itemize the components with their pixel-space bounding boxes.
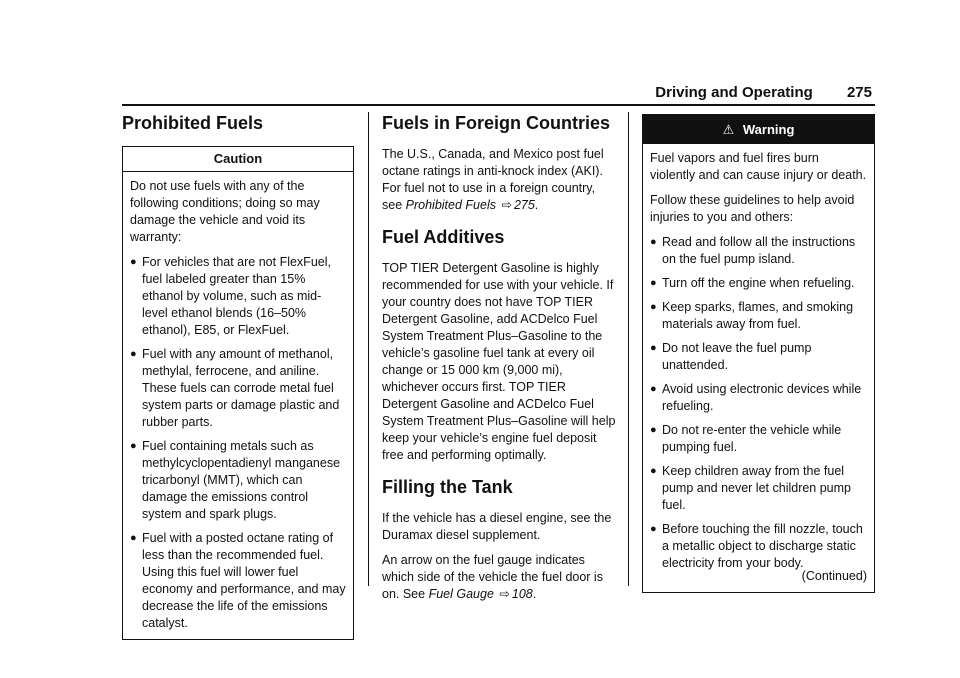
fuel-additives-text: TOP TIER Detergent Gasoline is highly recommended for use with your vehicle. If your country does not have TOP TIER Detergent Gasoline, add ACDelco Fuel System Treatment Plus–Gasoline to the vehicle’s gasoline fuel tank at every oil change or 15 000 km (9,000 mi), whichever occurs first. TOP TIER Detergent Gasoline and ACDelco Fuel System Treatment Plus–Gasoline will help keep your vehicle’s engine fuel deposit free and performing optimally.: [382, 261, 616, 462]
bullet-icon: ●: [650, 236, 657, 248]
warning-title-bar: [643, 115, 874, 144]
continued-label: (Continued): [801, 569, 867, 583]
list-item: ● Do not re-enter the vehicle while pumping fuel.: [650, 423, 842, 454]
list-item: ● Turn off the engine when refueling.: [650, 276, 855, 290]
caution-title: Caution: [123, 147, 353, 172]
caution-list: [130, 254, 346, 632]
bullet-icon: ●: [650, 523, 657, 535]
bullet-icon: ●: [130, 440, 137, 452]
page-number: 275: [846, 84, 872, 101]
filling-tank-text-1: If the vehicle has a diesel engine, see the Duramax diesel supplement.: [382, 511, 612, 542]
bullet-icon: ●: [130, 348, 137, 360]
warning-icon: ⚠: [722, 122, 735, 137]
column-right: [642, 114, 875, 593]
caution-intro: Do not use fuels with any of the following conditions; doing so may damage the vehicle and void its warranty:: [130, 179, 320, 244]
list-item: ● Fuel with any amount of methanol, methylal, ferrocene, and aniline. These fuels can corrode metal fuel system parts or damage plastic and rubber parts.: [130, 347, 340, 429]
column-divider-2: [628, 112, 629, 586]
warning-text-2: Follow these guidelines to help avoid injuries to you and others:: [650, 193, 855, 224]
list-item: ● Keep children away from the fuel pump and never let children pump fuel.: [650, 464, 852, 512]
list-item: ● Do not leave the fuel pump unattended.: [650, 341, 812, 372]
list-item: ● Read and follow all the instructions on the fuel pump island.: [650, 235, 856, 266]
list-item: ● Avoid using electronic devices while refueling.: [650, 382, 862, 413]
bullet-icon: ●: [650, 342, 657, 354]
foreign-countries-heading: Fuels in Foreign Countries: [382, 113, 611, 133]
column-divider-1: [368, 112, 369, 586]
foreign-countries-text: The U.S., Canada, and Mexico post fuel octane ratings in anti-knock index (AKI). For fuel not to use in a foreign country, see Prohibited Fuels ⇨ 275.: [382, 147, 604, 212]
bullet-icon: ●: [650, 277, 657, 289]
list-item: ● For vehicles that are not FlexFuel, fuel labeled greater than 15% ethanol by volume, such as mid-level ethanol blends (16–50% ethanol), E85, or FlexFuel.: [130, 255, 331, 337]
filling-tank-text-2: An arrow on the fuel gauge indicates which side of the vehicle the fuel door is on. See Fuel Gauge ⇨ 108.: [382, 553, 603, 601]
warning-box: [642, 114, 875, 593]
prohibited-fuels-link[interactable]: Prohibited Fuels: [405, 198, 496, 212]
column-middle: [382, 112, 618, 611]
bullet-icon: ●: [650, 301, 657, 313]
warning-text-1: Fuel vapors and fuel fires burn violently and can cause injury or death.: [650, 151, 867, 182]
fuel-additives-heading: Fuel Additives: [382, 227, 505, 247]
column-left: [122, 112, 354, 640]
list-item: ● Fuel containing metals such as methylcyclopentadienyl manganese tricarbonyl (MMT), which can damage the emissions control system and spark plugs.: [130, 439, 341, 521]
prohibited-fuels-heading: Prohibited Fuels: [122, 113, 264, 133]
bullet-icon: ●: [130, 256, 137, 268]
list-item: ● Before touching the fill nozzle, touch a metallic object to discharge static electricity from your body.: [650, 522, 863, 570]
warning-list: [650, 234, 867, 572]
filling-tank-heading: Filling the Tank: [382, 477, 513, 497]
page-ref[interactable]: 275: [513, 198, 535, 212]
list-item: ● Keep sparks, flames, and smoking materials away from fuel.: [650, 300, 854, 331]
header-rule: [122, 104, 875, 106]
page-ref-arrow-icon: ⇨: [501, 198, 512, 212]
warning-title: Warning: [742, 122, 795, 137]
page-ref-arrow-icon: ⇨: [499, 587, 510, 601]
bullet-icon: ●: [650, 383, 657, 395]
section-title: Driving and Operating: [655, 84, 813, 101]
fuel-gauge-link[interactable]: Fuel Gauge: [428, 587, 494, 601]
bullet-icon: ●: [650, 424, 657, 436]
page-header: [655, 84, 872, 101]
page-ref[interactable]: 108: [511, 587, 533, 601]
bullet-icon: ●: [650, 465, 657, 477]
bullet-icon: ●: [130, 532, 137, 544]
list-item: ● Fuel with a posted octane rating of less than the recommended fuel. Using this fuel will lower fuel economy and performance, and may decrease the life of the emissions catalyst.: [130, 531, 346, 630]
caution-box: [122, 146, 354, 640]
